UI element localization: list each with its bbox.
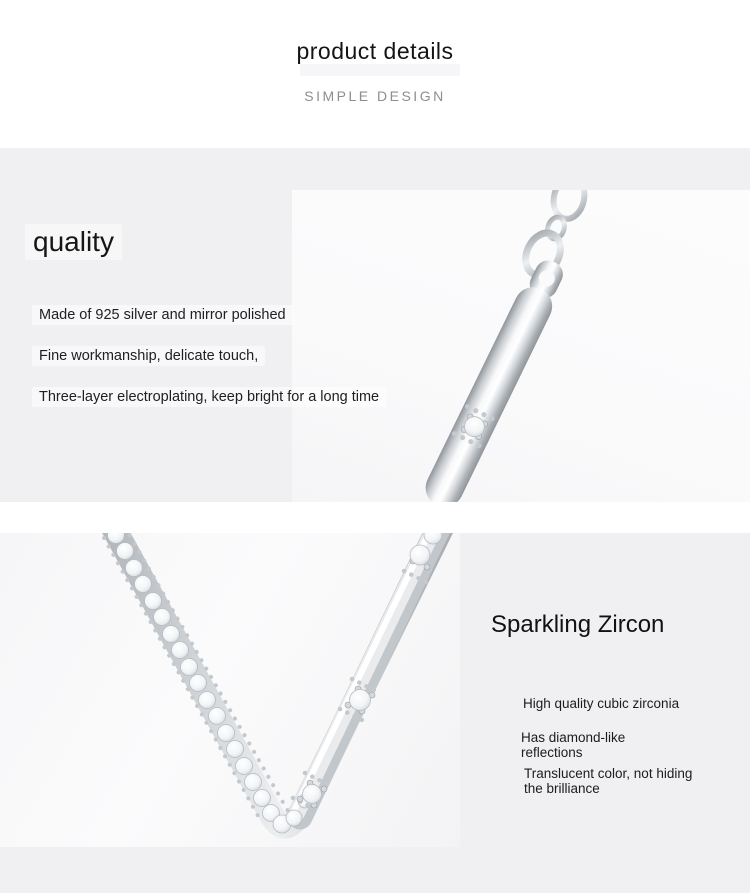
zircon-point: High quality cubic zirconia [523,696,680,711]
quality-point: Fine workmanship, delicate touch, [32,346,265,366]
page-title: product details [296,38,454,64]
quality-text-block [0,148,750,502]
quality-point: Made of 925 silver and mirror polished [32,305,293,325]
title-underline-decoration [300,64,460,76]
header-section [0,0,750,148]
quality-point: Three-layer electroplating, keep bright for a long time [32,387,386,407]
zircon-text-block [460,533,750,893]
zircon-section [0,533,750,893]
quality-heading: quality [25,224,122,260]
zircon-point: Has diamond-like reflections [521,730,626,760]
v-pendant-body [112,533,443,826]
page-subtitle: SIMPLE DESIGN [304,88,446,104]
v-necklace-illustration [0,533,460,847]
zircon-point: Translucent color, not hiding the brilliance [524,766,693,796]
v-necklace-photo [0,533,460,847]
zircon-heading: Sparkling Zircon [491,611,665,638]
section-divider [0,502,750,533]
quality-section [0,148,750,502]
